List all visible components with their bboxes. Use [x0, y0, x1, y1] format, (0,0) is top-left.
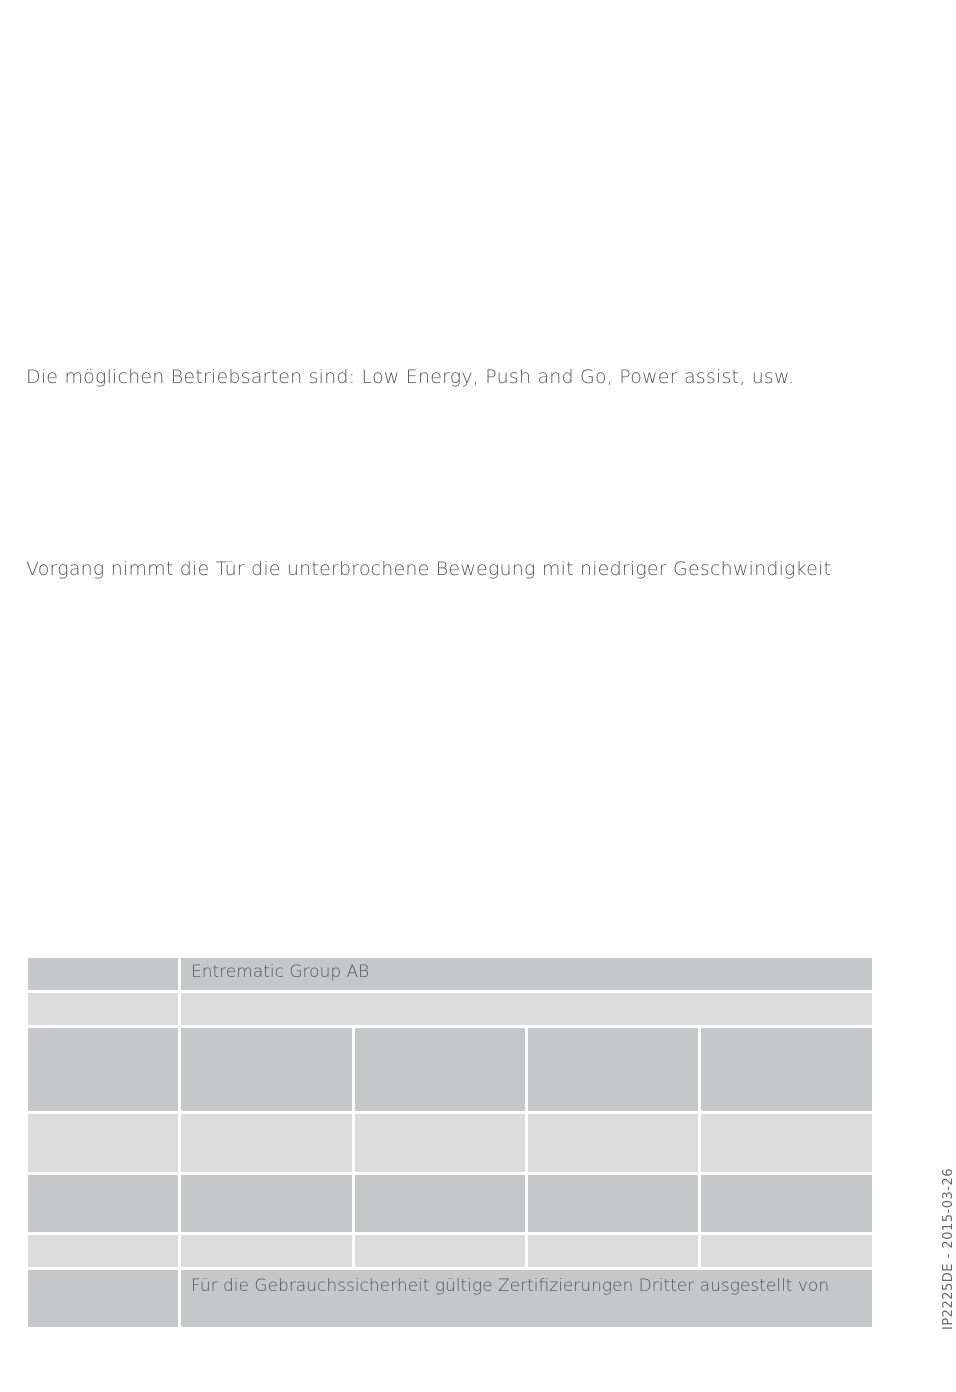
row-label-cell [28, 1270, 178, 1327]
value-cell [181, 1235, 352, 1267]
row-label-cell [28, 993, 178, 1025]
table-row [28, 958, 872, 990]
value-cell [701, 1175, 872, 1232]
value-cell [701, 1028, 872, 1111]
value-cell [528, 1175, 698, 1232]
document-code: IP2225DE - 2015-03-26 [941, 1168, 956, 1330]
value-cell [701, 1235, 872, 1267]
table-row [28, 1270, 872, 1327]
row-label-cell [28, 1235, 178, 1267]
row-label-cell [28, 958, 178, 990]
value-cell [181, 1175, 352, 1232]
value-cell [181, 993, 872, 1025]
value-cell [355, 1175, 525, 1232]
value-cell [528, 1028, 698, 1111]
value-cell [355, 1235, 525, 1267]
operating-modes-text: Die möglichen Betriebsarten sind: Low Energy, Push and Go, Power assist, usw. [26, 366, 795, 388]
table-row [28, 1028, 872, 1111]
table-row [28, 1235, 872, 1267]
table-row [28, 1175, 872, 1232]
value-cell [181, 1114, 352, 1172]
row-label-cell [28, 1175, 178, 1232]
value-cell [355, 1028, 525, 1111]
value-cell [528, 1235, 698, 1267]
table-row [28, 993, 872, 1025]
value-cell [701, 1114, 872, 1172]
row-label-cell [28, 1028, 178, 1111]
value-cell [528, 1114, 698, 1172]
table-row [28, 1114, 872, 1172]
door-resume-text: Vorgang nimmt die Tür die unterbrochene Bewegung mit niedriger Geschwindigkeit [26, 558, 832, 580]
manufacturer-table [28, 958, 872, 1330]
certification-cell: Für die Gebrauchssicherheit gültige Zertifizierungen Dritter ausgestellt von [181, 1270, 872, 1327]
manufacturer-cell: Entrematic Group AB [181, 958, 872, 990]
row-label-cell [28, 1114, 178, 1172]
value-cell [355, 1114, 525, 1172]
value-cell [181, 1028, 352, 1111]
